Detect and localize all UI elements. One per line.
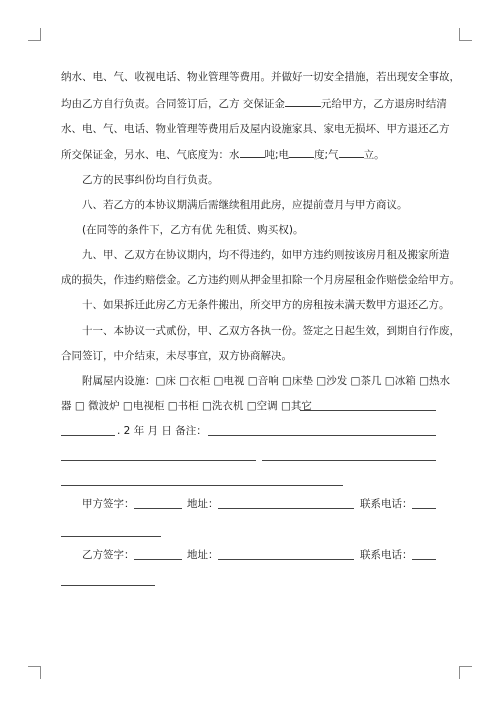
- party-a-phone-blank: [412, 508, 436, 509]
- year-blank: [61, 435, 115, 436]
- facilities-checklist: 附属屋内设施：□床 □衣柜 □电视 □音响 □床垫 □沙发 □茶几 □冰箱 □热水: [82, 375, 450, 387]
- text-line: 九、甲、乙双方在协议期内，均不得违约，如甲方违约则按该房月租及搬家所造: [82, 249, 450, 261]
- electric-reading-blank: [289, 147, 314, 158]
- text-line: 成的损失，作违约赔偿金。乙方违约则从押金里扣除一个月房屋租金作赔偿金给甲方。: [61, 274, 460, 286]
- text-line: 十一、本协议一式贰份，甲、乙双方各执一份。签定之日起生效，到期自行作废，: [82, 325, 460, 337]
- text-line: 八、若乙方的本协议期满后需继续租用此房，应提前壹月与甲方商议。: [82, 199, 408, 211]
- date-remarks-label: . 2 年 月 日 备注：: [117, 425, 207, 437]
- crop-mark-top-left: [28, 28, 41, 41]
- text-line: 合同签订，中介结束，未尽事宜，双方协商解决。: [61, 350, 292, 362]
- text-line: 十、如果拆迁此房乙方无条件搬出，所交甲方的房租按未满天数甲方退还乙方。: [82, 299, 450, 311]
- party-b-signature-blank: [134, 559, 182, 560]
- party-a-address-blank: [218, 508, 354, 509]
- deposit-blank: [285, 96, 321, 107]
- text-line: 均由乙方自行负责。合同签订后，乙方 交保证金 元给甲方，乙方退房时结清: [61, 98, 447, 110]
- facilities-checklist: 器 □ 微波炉 □电视柜 □书柜 □洗衣机 □空调 □其它: [61, 400, 312, 412]
- remarks-blank: [262, 460, 436, 461]
- text-line: 纳水、电、气、收视电话、物业管理等费用。并做好一切安全措施，若出现安全事故，: [61, 71, 460, 83]
- party-b-address-blank: [218, 559, 354, 560]
- party-b-phone-blank: [61, 585, 155, 586]
- party-a-phone-label: 联系电话：: [360, 498, 413, 510]
- crop-mark-bottom-left: [28, 666, 41, 679]
- party-a-phone-blank: [61, 536, 161, 537]
- text-line: 水、电、气、电话、物业管理等费用后及屋内设施家具、家电无损坏、甲方退还乙方: [61, 123, 450, 135]
- crop-mark-bottom-right: [459, 666, 472, 679]
- crop-mark-top-right: [459, 28, 472, 41]
- party-b-phone-blank: [412, 559, 436, 560]
- water-reading-blank: [240, 147, 265, 158]
- party-b-phone-label: 联系电话：: [360, 549, 413, 561]
- text-line: 乙方的民事纠份均自行负责。: [82, 174, 219, 186]
- party-a-signature-label: 甲方签字：: [82, 498, 135, 510]
- text-line: (在同等的条件下，乙方有优 先租赁、购买权)。: [82, 224, 304, 236]
- party-b-signature-label: 乙方签字：: [82, 549, 135, 561]
- text-line: 所交保证金，另水、电、气底度为：水 吨;电 度;气 立。: [61, 149, 385, 161]
- other-facility-blank: [300, 410, 436, 411]
- remarks-blank: [61, 460, 256, 461]
- party-a-signature-blank: [134, 508, 182, 509]
- party-a-address-label: 地址：: [187, 498, 219, 510]
- party-b-address-label: 地址：: [187, 549, 219, 561]
- gas-reading-blank: [339, 147, 364, 158]
- remarks-blank: [61, 485, 343, 486]
- remarks-blank: [208, 435, 436, 436]
